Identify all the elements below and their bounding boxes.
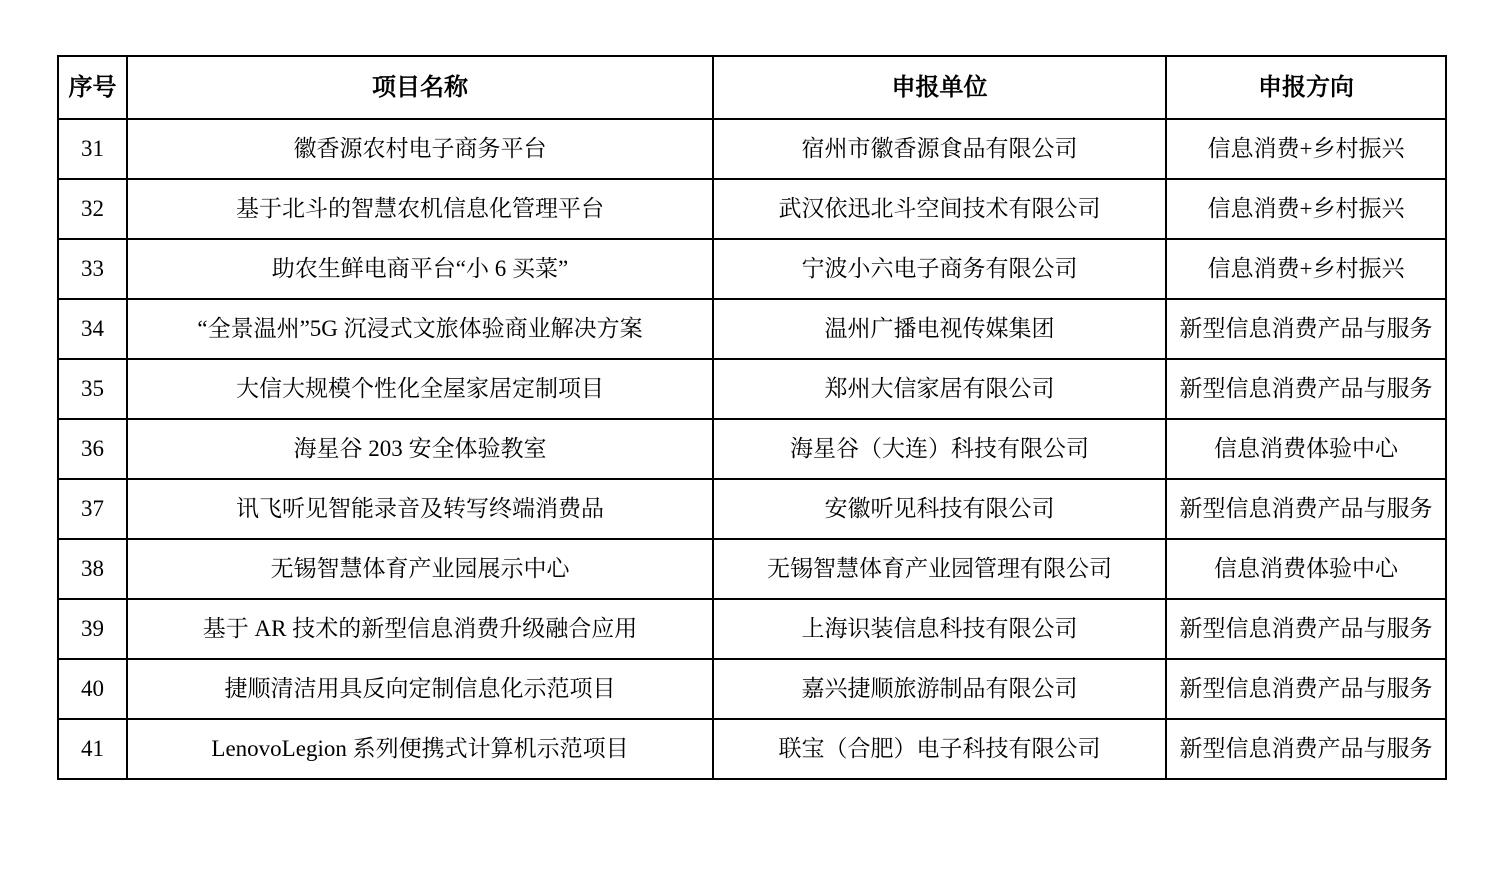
header-row	[58, 56, 1446, 119]
table-row	[58, 419, 1446, 479]
cell-project-name: 海星谷 203 安全体验教室	[127, 419, 713, 479]
cell-serial-number: 39	[58, 599, 127, 659]
cell-project-name: “全景温州”5G 沉浸式文旅体验商业解决方案	[127, 299, 713, 359]
cell-application-direction: 新型信息消费产品与服务	[1166, 719, 1446, 779]
cell-applicant-unit: 宁波小六电子商务有限公司	[713, 239, 1166, 299]
cell-serial-number: 37	[58, 479, 127, 539]
projects-table	[57, 55, 1447, 780]
cell-serial-number: 40	[58, 659, 127, 719]
cell-application-direction: 新型信息消费产品与服务	[1166, 479, 1446, 539]
cell-application-direction: 信息消费体验中心	[1166, 539, 1446, 599]
cell-project-name: 捷顺清洁用具反向定制信息化示范项目	[127, 659, 713, 719]
cell-serial-number: 33	[58, 239, 127, 299]
cell-applicant-unit: 郑州大信家居有限公司	[713, 359, 1166, 419]
cell-project-name: 助农生鲜电商平台“小 6 买菜”	[127, 239, 713, 299]
cell-project-name: 无锡智慧体育产业园展示中心	[127, 539, 713, 599]
cell-serial-number: 36	[58, 419, 127, 479]
table-row	[58, 359, 1446, 419]
column-header-serial-number: 序号	[58, 56, 127, 119]
cell-applicant-unit: 嘉兴捷顺旅游制品有限公司	[713, 659, 1166, 719]
cell-applicant-unit: 上海识装信息科技有限公司	[713, 599, 1166, 659]
cell-project-name: 大信大规模个性化全屋家居定制项目	[127, 359, 713, 419]
cell-serial-number: 41	[58, 719, 127, 779]
cell-applicant-unit: 温州广播电视传媒集团	[713, 299, 1166, 359]
cell-application-direction: 新型信息消费产品与服务	[1166, 659, 1446, 719]
table-row	[58, 539, 1446, 599]
cell-application-direction: 信息消费+乡村振兴	[1166, 239, 1446, 299]
cell-project-name: 徽香源农村电子商务平台	[127, 119, 713, 179]
cell-project-name: 讯飞听见智能录音及转写终端消费品	[127, 479, 713, 539]
cell-application-direction: 新型信息消费产品与服务	[1166, 599, 1446, 659]
cell-serial-number: 31	[58, 119, 127, 179]
table-row	[58, 119, 1446, 179]
cell-serial-number: 34	[58, 299, 127, 359]
cell-project-name: LenovoLegion 系列便携式计算机示范项目	[127, 719, 713, 779]
cell-applicant-unit: 安徽听见科技有限公司	[713, 479, 1166, 539]
table-row	[58, 719, 1446, 779]
cell-applicant-unit: 武汉依迅北斗空间技术有限公司	[713, 179, 1166, 239]
cell-project-name: 基于 AR 技术的新型信息消费升级融合应用	[127, 599, 713, 659]
column-header-applicant-unit: 申报单位	[713, 56, 1166, 119]
cell-applicant-unit: 联宝（合肥）电子科技有限公司	[713, 719, 1166, 779]
cell-project-name: 基于北斗的智慧农机信息化管理平台	[127, 179, 713, 239]
table-row	[58, 659, 1446, 719]
table-row	[58, 299, 1446, 359]
table-row	[58, 479, 1446, 539]
table-row	[58, 179, 1446, 239]
cell-application-direction: 新型信息消费产品与服务	[1166, 359, 1446, 419]
column-header-application-direction: 申报方向	[1166, 56, 1446, 119]
cell-application-direction: 信息消费+乡村振兴	[1166, 119, 1446, 179]
table-row	[58, 239, 1446, 299]
table-row	[58, 599, 1446, 659]
cell-application-direction: 信息消费体验中心	[1166, 419, 1446, 479]
cell-serial-number: 38	[58, 539, 127, 599]
column-header-project-name: 项目名称	[127, 56, 713, 119]
cell-application-direction: 新型信息消费产品与服务	[1166, 299, 1446, 359]
cell-applicant-unit: 宿州市徽香源食品有限公司	[713, 119, 1166, 179]
cell-serial-number: 35	[58, 359, 127, 419]
cell-applicant-unit: 海星谷（大连）科技有限公司	[713, 419, 1166, 479]
cell-applicant-unit: 无锡智慧体育产业园管理有限公司	[713, 539, 1166, 599]
cell-serial-number: 32	[58, 179, 127, 239]
cell-application-direction: 信息消费+乡村振兴	[1166, 179, 1446, 239]
